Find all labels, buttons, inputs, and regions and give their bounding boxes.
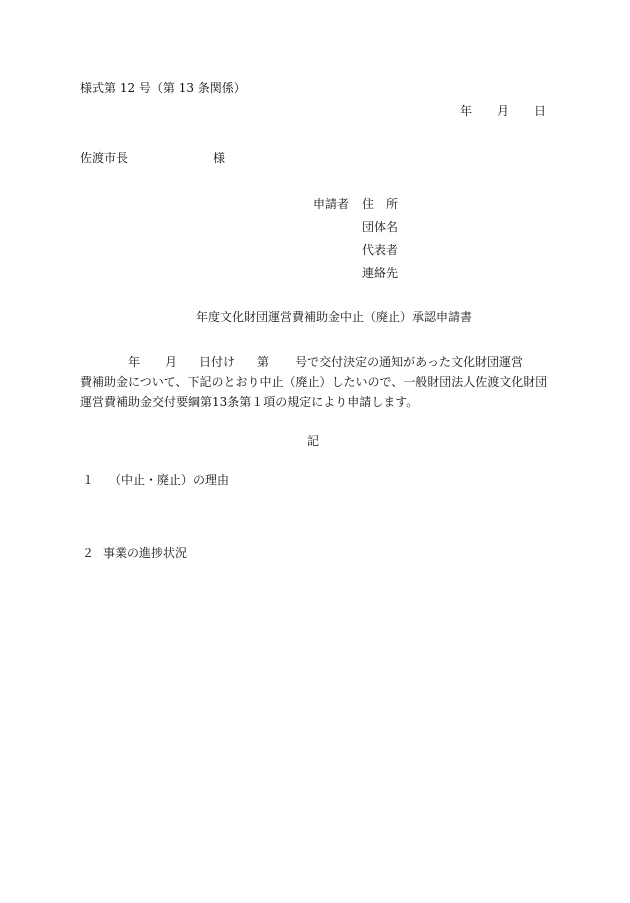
body-dated-label: 日付け: [199, 355, 236, 369]
body-month-label: 月: [165, 355, 178, 369]
form-number: 様式第 12 号（第 13 条関係）: [80, 81, 246, 95]
addressee-honorific: 様: [213, 151, 226, 165]
date-day-label: 日: [534, 104, 547, 118]
applicant-organization-label: 団体名: [362, 220, 399, 234]
body-line-3: 運営費補助金交付要綱第13条第１項の規定により申請します。: [80, 395, 419, 409]
applicant-label: 申請者: [313, 197, 350, 211]
body-number-prefix: 第: [257, 355, 270, 369]
body-line-2: 費補助金について、下記のとおり中止（廃止）したいので、一般財団法人佐渡文化財団: [80, 375, 548, 389]
item-text: （中止・廃止）の理由: [109, 473, 230, 487]
item-text: 事業の進捗状況: [103, 546, 188, 560]
body-line-1-text: 号で交付決定の通知があった文化財団運営: [295, 355, 523, 369]
body-line-1: [80, 356, 523, 368]
date-year-label: 年: [460, 104, 473, 118]
item-number: １: [82, 473, 95, 487]
applicant-representative-label: 代表者: [362, 243, 399, 257]
applicant-contact-label: 連絡先: [362, 266, 399, 280]
document-title: 年度文化財団運営費補助金中止（廃止）承認申請書: [196, 310, 473, 324]
ki-label: 記: [307, 434, 320, 448]
addressee-name: 佐渡市長: [80, 151, 129, 165]
item-number: ２: [82, 546, 95, 560]
date-month-label: 月: [497, 104, 510, 118]
body-year-label: 年: [128, 355, 141, 369]
applicant-address-label: 住 所: [362, 197, 399, 211]
